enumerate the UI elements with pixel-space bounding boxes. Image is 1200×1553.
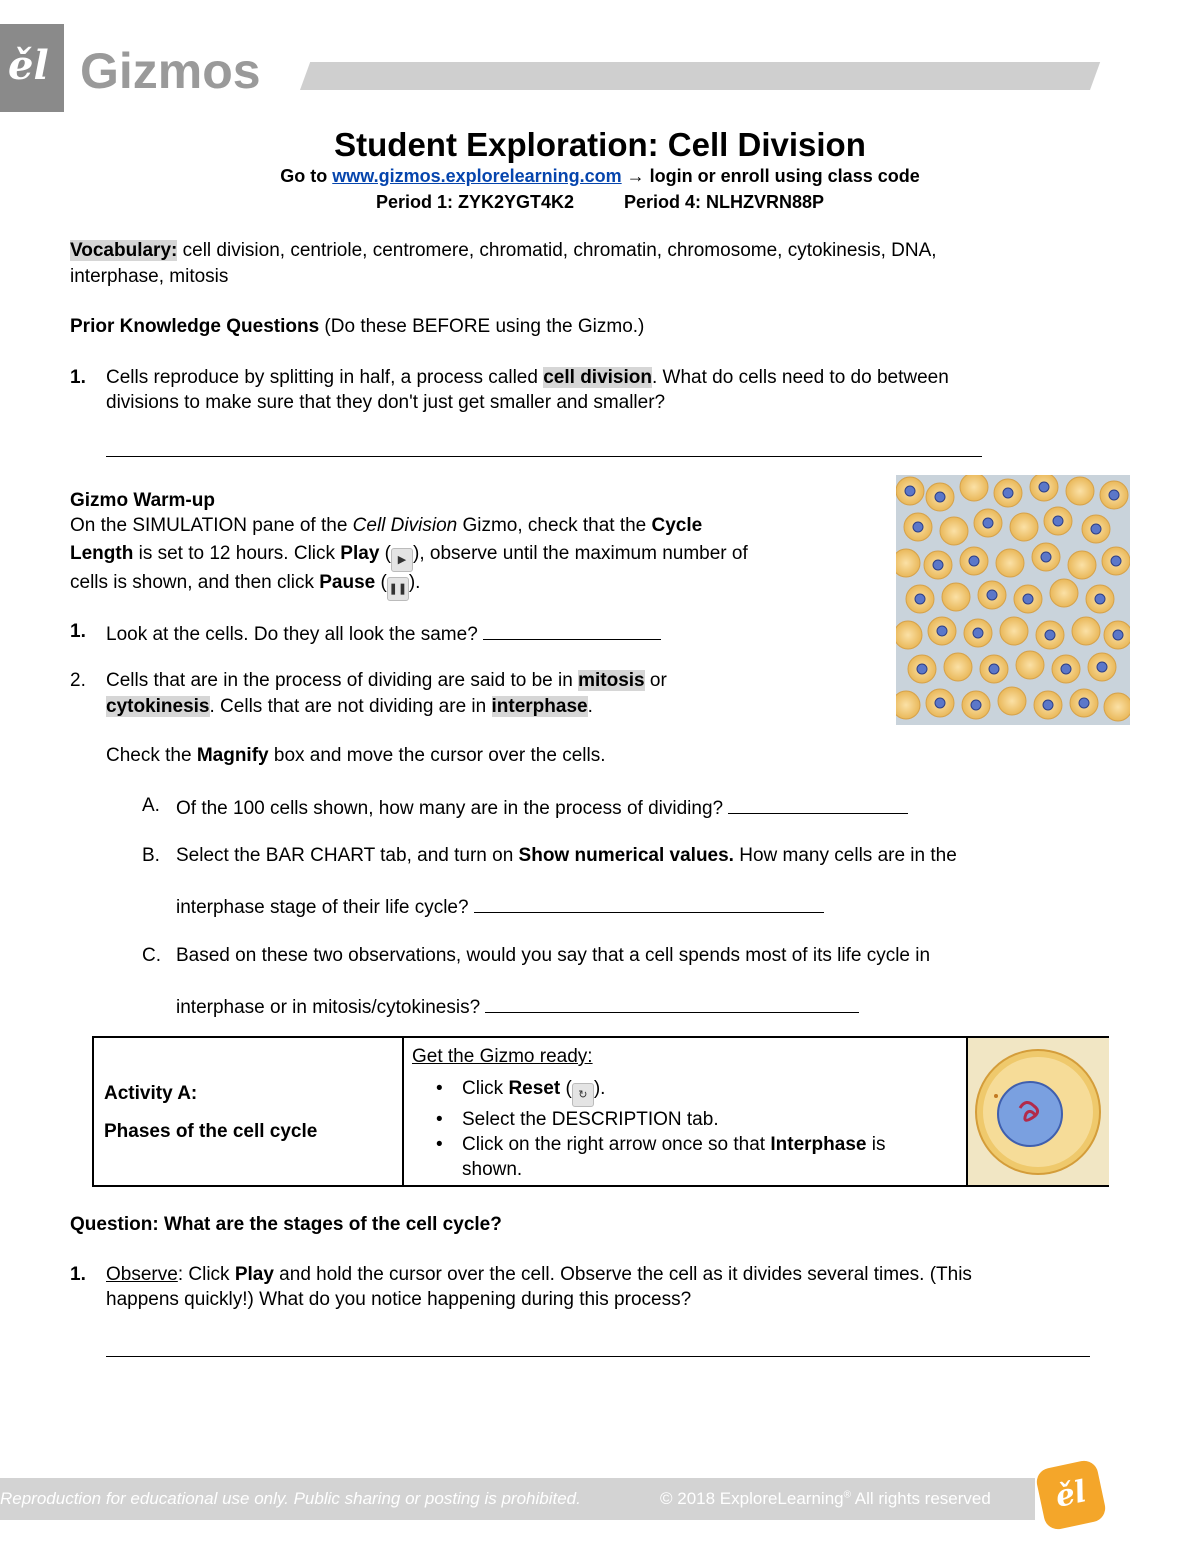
page-title: Student Exploration: Cell Division	[334, 126, 866, 163]
text: Of the 100 cells shown, how many are in the process of dividing?	[176, 798, 729, 819]
prior-note: (Do these BEFORE using the Gizmo.)	[319, 316, 645, 337]
text: interphase stage of their life cycle?	[176, 897, 474, 918]
answer-line[interactable]	[106, 1356, 1090, 1357]
explorelearning-logo-icon: ěl	[8, 42, 49, 89]
pause-term: Pause	[319, 572, 376, 593]
text: Look at the cells. Do they all look the same?	[106, 624, 484, 645]
text: ).	[593, 1078, 606, 1099]
reset-term: Reset	[508, 1078, 561, 1099]
text: . What do cells need to do between	[652, 367, 949, 388]
text: is set to 12 hours. Click	[133, 543, 341, 564]
list-item: • Select the DESCRIPTION tab.	[412, 1107, 960, 1132]
cells-illustration	[896, 475, 1130, 725]
warmup-q2b	[176, 845, 957, 867]
copyright-text: © 2018 ExploreLearning	[660, 1489, 844, 1508]
question-number: 2.	[70, 670, 86, 691]
prior-q1	[106, 367, 949, 389]
pause-icon: ❚❚	[387, 577, 409, 601]
text: .	[587, 696, 593, 717]
footer-copyright	[660, 1489, 991, 1509]
question-number: 1.	[70, 621, 86, 642]
text: Cells reproduce by splitting in half, a process called	[106, 367, 544, 388]
subquestion-label: B.	[142, 845, 160, 866]
list-item	[412, 1132, 960, 1182]
warmup-q2c-line2	[176, 994, 859, 1019]
goto-prefix: Go to	[280, 166, 333, 186]
term-cell-division: cell division	[543, 367, 652, 388]
prior-knowledge-heading	[70, 316, 644, 338]
gizmo-name: Cell Division	[352, 515, 458, 536]
vocabulary-terms-2: interphase, mitosis	[70, 266, 229, 287]
rights-text: All rights reserved	[850, 1489, 991, 1508]
term-interphase: interphase	[491, 696, 588, 717]
magnify-instruction	[106, 745, 606, 767]
activity-subtitle: Phases of the cell cycle	[104, 1121, 318, 1142]
question-number: 1.	[70, 367, 86, 388]
cycle-term: Cycle	[651, 515, 703, 536]
registered-mark: ®	[843, 1489, 851, 1501]
text: cells is shown, and then click	[70, 572, 320, 593]
text: On the SIMULATION pane of the	[70, 515, 353, 536]
interphase-term: Interphase	[770, 1134, 867, 1155]
header-bar	[300, 62, 1100, 90]
text: : Click	[177, 1264, 235, 1285]
brand-name: Gizmos	[80, 43, 261, 99]
answer-line[interactable]	[106, 456, 982, 457]
text: ), observe until the maximum number of	[413, 543, 748, 564]
play-term: Play	[340, 543, 380, 564]
text: Click on the right arrow once so that	[462, 1134, 771, 1155]
subquestion-label: A.	[142, 795, 160, 816]
term-cytokinesis: cytokinesis	[106, 696, 210, 717]
term-mitosis: mitosis	[578, 670, 645, 691]
vocabulary-label: Vocabulary:	[70, 240, 178, 261]
question-heading: Question: What are the stages of the cell cycle?	[70, 1214, 502, 1235]
text: . Cells that are not dividing are in	[209, 696, 492, 717]
goto-line	[0, 166, 1200, 187]
footer-notice: Reproduction for educational use only. Public sharing or posting is prohibited.	[0, 1489, 581, 1508]
answer-blank[interactable]	[485, 994, 859, 1013]
text: Check the	[106, 745, 197, 766]
text: (	[560, 1078, 572, 1099]
warmup-line-1	[70, 515, 702, 537]
warmup-q2c: Based on these two observations, would you say that a cell spends most of its life cycle in	[176, 945, 931, 966]
text: and hold the cursor over the cell. Observe the cell as it divides several times. (This	[273, 1264, 972, 1285]
list-item	[412, 1076, 960, 1107]
activity-title-cell	[94, 1038, 404, 1185]
vocabulary	[70, 240, 937, 262]
show-values-term: Show numerical values.	[518, 845, 734, 866]
activity-table	[92, 1036, 1109, 1187]
arrow-icon: →	[626, 166, 645, 186]
warmup-q2	[106, 670, 667, 692]
length-term: Length	[70, 543, 134, 564]
question-number: 1.	[70, 1264, 86, 1285]
play-term: Play	[234, 1264, 274, 1285]
prior-label: Prior Knowledge Questions	[70, 316, 320, 337]
text: interphase or in mitosis/cytokinesis?	[176, 997, 486, 1018]
warmup-q2-line2	[106, 696, 593, 718]
observe-question-line2: happens quickly!) What do you notice happening during this process?	[106, 1289, 692, 1310]
text: ).	[408, 572, 421, 593]
warmup-q2b-line2	[176, 894, 824, 919]
explorelearning-footer-logo-icon: ěl	[1034, 1458, 1108, 1532]
warmup-line-3	[70, 572, 420, 601]
warmup-line-2	[70, 543, 748, 572]
text: shown.	[462, 1159, 523, 1180]
text: Gizmo, check that the	[457, 515, 652, 536]
text: (	[379, 543, 391, 564]
activity-title: Activity A:	[104, 1083, 198, 1104]
warmup-q2a	[176, 795, 908, 820]
warmup-q1	[106, 621, 661, 646]
instructions-list	[412, 1076, 960, 1182]
play-icon: ▶	[391, 548, 413, 572]
observe-label: Observe	[106, 1264, 178, 1285]
text: box and move the cursor over the cells.	[268, 745, 606, 766]
warmup-heading: Gizmo Warm-up	[70, 490, 215, 511]
period-4-code: Period 4: NLHZVRN88P	[624, 192, 825, 212]
answer-blank[interactable]	[474, 894, 824, 913]
period-1-code: Period 1: ZYK2YGT4K2	[375, 192, 574, 212]
magnify-term: Magnify	[196, 745, 269, 766]
get-ready-heading: Get the Gizmo ready:	[412, 1046, 593, 1067]
cells-simulation-image	[896, 475, 1130, 725]
reset-icon: ↻	[572, 1083, 594, 1107]
text: Select the BAR CHART tab, and turn on	[176, 845, 519, 866]
goto-suffix: login or enroll using class code	[644, 166, 920, 186]
answer-blank[interactable]	[483, 621, 661, 640]
observe-question	[106, 1264, 972, 1286]
text: or	[644, 670, 667, 691]
text: is	[866, 1134, 886, 1155]
activity-instructions	[412, 1044, 960, 1182]
class-codes	[0, 192, 1200, 213]
answer-blank[interactable]	[728, 795, 908, 814]
subquestion-label: C.	[142, 945, 161, 966]
text: Cells that are in the process of dividing are said to be in	[106, 670, 579, 691]
interphase-cell-illustration	[968, 1038, 1109, 1185]
text: Click	[462, 1078, 509, 1099]
text: (	[375, 572, 387, 593]
gizmos-link[interactable]: www.gizmos.explorelearning.com	[332, 166, 622, 186]
text: How many cells are in the	[733, 845, 957, 866]
interphase-cell-image	[966, 1038, 1109, 1185]
prior-q1-line2: divisions to make sure that they don't just get smaller and smaller?	[106, 392, 666, 413]
vocabulary-terms: cell division, centriole, centromere, chromatid, chromatin, chromosome, cytokinesis, DNA,	[177, 240, 937, 261]
